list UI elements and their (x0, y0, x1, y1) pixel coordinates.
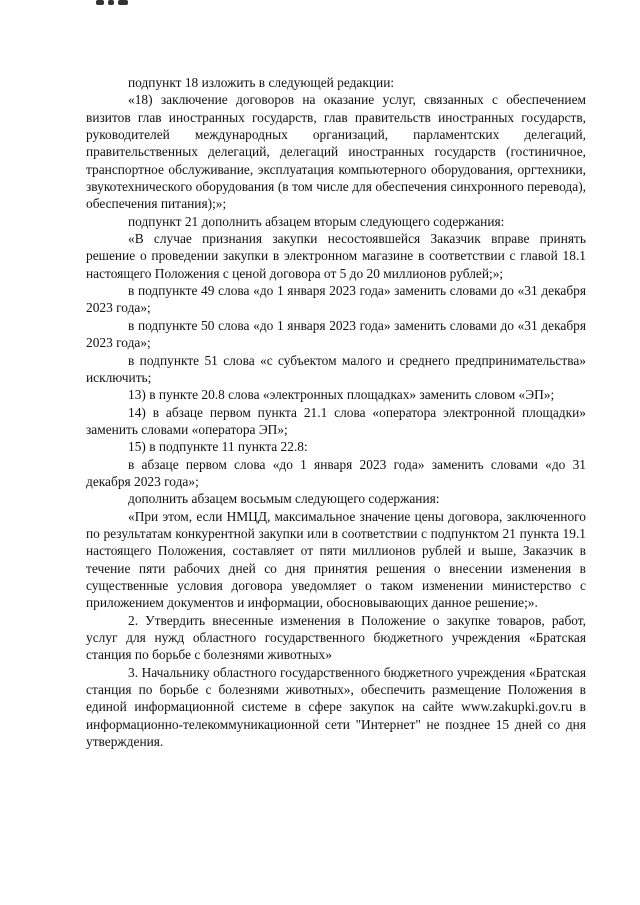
document-body (86, 74, 586, 750)
paragraph-item-15-text: «При этом, если НМЦД, максимальное значение цены договора, заключенного по результатам конкурентной закупки или в соответствии с подпунктом 21 пункта 19.1 настоящего Положения, составляет от пяти миллионов рублей и выше, Заказчик в течение пяти рабочих дней со дня принятия решения о внесении изменения в существенные условия договора уведомляет о таком изменении министерство с приложением документов и информации, обосновывающих данное решение;». (86, 508, 586, 611)
paragraph-item-13: 13) в пункте 20.8 слова «электронных площадках» заменить словом «ЭП»; (128, 387, 555, 403)
paragraph-subpoint-50: в подпункте 50 слова «до 1 января 2023 года» заменить словами до «31 декабря 2023 года»; (86, 317, 586, 351)
paragraph-subpoint-21-text: «В случае признания закупки несостоявшейся Заказчик вправе принять решение о проведении закупки в электронном магазине в соответствии с главой 18.1 настоящего Положения с ценой договора от 5 до 20 миллионов рублей;»; (86, 231, 586, 281)
paragraph-item-15-first: в абзаце первом слова «до 1 января 2023 года» заменить словами «до 31 декабря 2023 года»; (86, 456, 586, 489)
paragraph-subpoint-21-intro: подпункт 21 дополнить абзацем вторым следующего содержания: (128, 213, 505, 229)
paragraph-subpoint-49: в подпункте 49 слова «до 1 января 2023 года» заменить словами до «31 декабря 2023 года»; (86, 283, 586, 316)
paragraph-subpoint-18-text: «18) заключение договоров на оказание услуг, связанных с обеспечением визитов глав иностранных государств, глав правительств иностранных государств, руководителей международных организаций, парламентских делегаций, правительственных делегаций, делегаций иностранных государств (гостиничное, транспортное обслуживание, эксплуатация компьютерного оборудования, оргтехники, звукотехнического оборудования (в том числе для обеспечения синхронного перевода), обеспечения питания);»; (86, 92, 586, 212)
paragraph-item-14: 14) в абзаце первом пункта 21.1 слова «оператора электронной площадки» заменить словами «оператора ЭП»; (86, 404, 586, 437)
paragraph-item-15-add: дополнить абзацем восьмым следующего содержания: (128, 491, 440, 507)
paragraph-section-2: 2. Утвердить внесенные изменения в Положение о закупке товаров, работ, услуг для нужд областного государственного бюджетного учреждения «Братская станция по борьбе с болезнями животных» (86, 612, 586, 663)
paragraph-subpoint-18-intro: подпункт 18 изложить в следующей редакции: (128, 75, 395, 90)
paragraph-section-3: 3. Начальнику областного государственного бюджетного учреждения «Братская станция по борьбе с болезнями животных», обеспечить размещение Положения в единой информационной системе в сфере закупок на сайте www.zakupki.gov.ru в информационно-телекоммуникационной сети "Интернет" не позднее 15 дней со дня утверждения. (86, 664, 586, 750)
paragraph-item-15: 15) в подпункте 11 пункта 22.8: (128, 439, 308, 455)
page-top-artifact (96, 0, 132, 6)
paragraph-subpoint-51: в подпункте 51 слова «с субъектом малого и среднего предпринимательства» исключить; (86, 352, 586, 385)
